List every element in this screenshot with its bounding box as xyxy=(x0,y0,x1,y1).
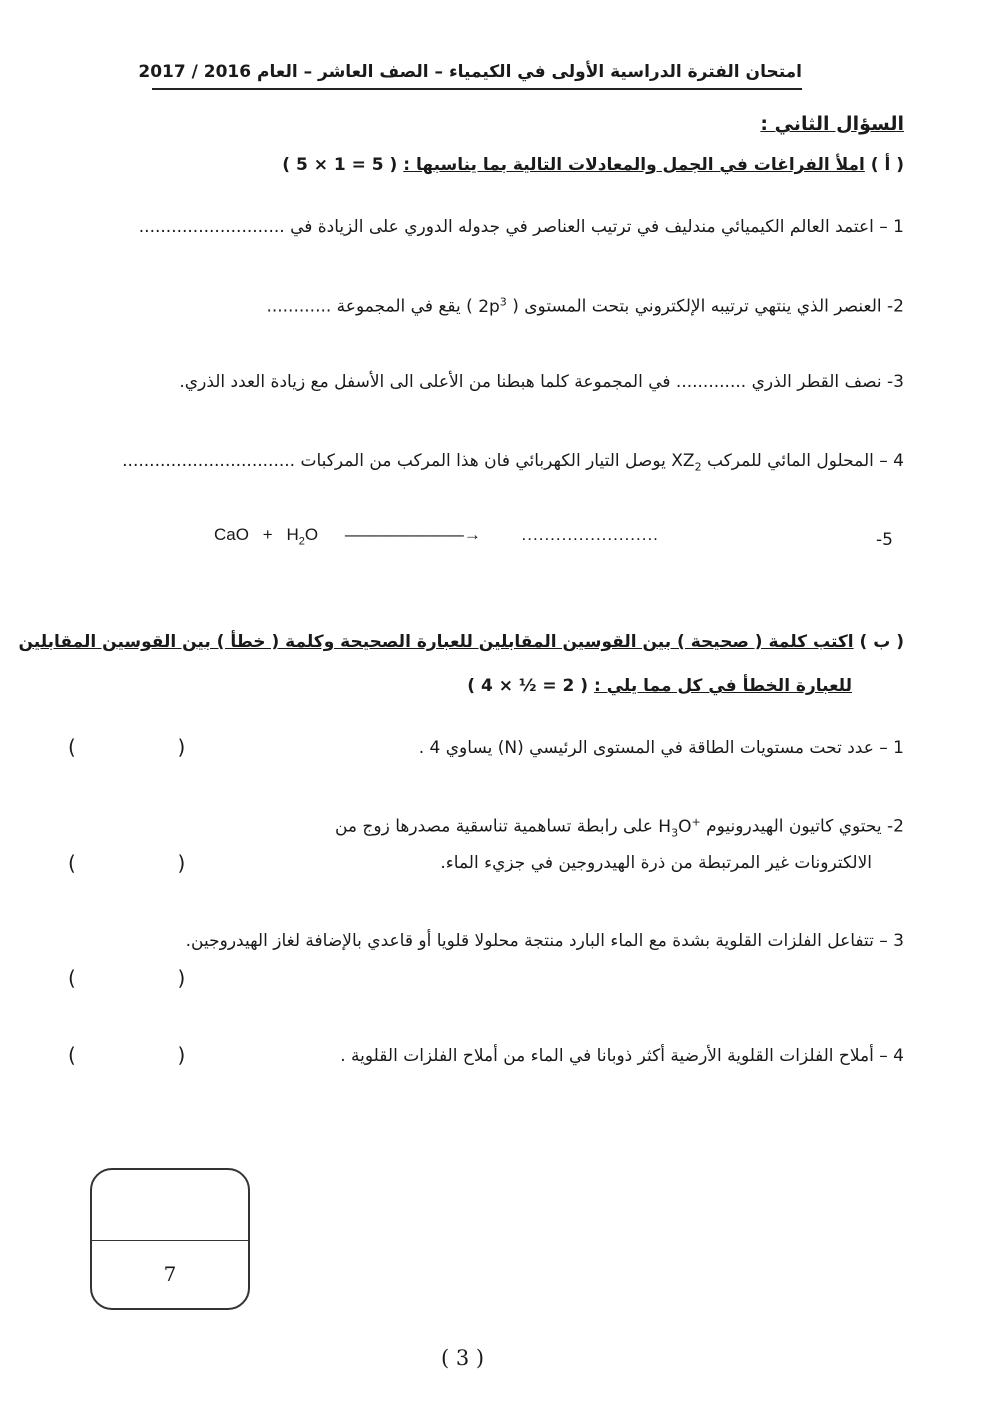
part-a-instruction: املأ الفراغات في الجمل والمعادلات التالية بما يناسبها : xyxy=(403,155,865,175)
part-a-item-4 xyxy=(122,451,904,473)
part-b-item-4 xyxy=(340,1046,904,1066)
item-number: 1 xyxy=(893,738,904,758)
item-text-before: – المحلول المائي للمركب xyxy=(706,451,888,471)
item-number: 3 xyxy=(893,931,904,951)
part-b-label: ( ب ) xyxy=(859,632,904,652)
part-a-item-1 xyxy=(139,217,904,237)
part-b-item-1 xyxy=(419,738,904,758)
answer-paren-3[interactable]: ( ) xyxy=(68,966,186,990)
answer-paren-1[interactable]: ( ) xyxy=(68,735,186,759)
formula-mid: O xyxy=(678,816,692,837)
part-a-item-5-number: -5 xyxy=(876,530,893,550)
part-a-marks: ( 5 × 1 = 5 ) xyxy=(282,155,398,175)
item-number: 2- xyxy=(887,296,904,317)
product-blank: ........................ xyxy=(521,525,659,544)
part-b-heading-line2 xyxy=(467,676,852,696)
score-total: 7 xyxy=(163,1262,177,1286)
item-number: 4 xyxy=(893,451,904,471)
part-b-item-2 xyxy=(335,815,904,839)
score-box xyxy=(90,1168,250,1310)
formula-base: H xyxy=(286,525,299,544)
item-number: 1 xyxy=(893,217,904,237)
formula-subscript: 3 xyxy=(671,826,679,840)
item-text: – أملاح الفلزات القلوية الأرضية أكثر ذوبانا في الماء من أملاح الفلزات القلوية . xyxy=(340,1046,888,1066)
plus-sign: + xyxy=(262,525,273,544)
formula-h3o-plus xyxy=(658,815,701,840)
answer-paren-2[interactable]: ( ) xyxy=(68,851,186,875)
item-number: 2- xyxy=(887,816,904,837)
part-a-heading xyxy=(282,155,904,175)
formula-tail: O xyxy=(304,525,319,544)
reaction-arrow: ———————→ xyxy=(344,525,481,544)
part-a-item-2 xyxy=(266,295,904,317)
part-b-heading-line1 xyxy=(18,632,904,652)
reactant-h2o xyxy=(286,525,319,548)
question-title: السؤال الثاني : xyxy=(760,113,904,135)
answer-paren-4[interactable]: ( ) xyxy=(68,1043,186,1067)
formula-2p3 xyxy=(478,297,507,317)
exam-header: امتحان الفترة الدراسية الأولى في الكيمياء – الصف العاشر – العام 2016 / 2017 xyxy=(138,62,802,82)
item-text: – تتفاعل الفلزات القلوية بشدة مع الماء البارد منتجة محلولا قلويا أو قاعدي بالإضافة لغاز الهيدروجين. xyxy=(185,931,888,951)
formula-base: 2p xyxy=(478,296,500,317)
part-b-instruction-1: اكتب كلمة ( صحيحة ) بين القوسين المقابلين للعبارة الصحيحة وكلمة ( خطأ ) بين القوسين المقابلين xyxy=(18,632,854,652)
item-text-before: العنصر الذي ينتهي ترتيبه الإلكتروني بتحت المستوى ( xyxy=(512,296,882,317)
part-b-item-2-line2: الالكترونات غير المرتبطة من ذرة الهيدروجين في جزيء الماء. xyxy=(440,853,872,873)
item-number: 3- xyxy=(887,372,904,392)
item-text: – اعتمد العالم الكيميائي مندليف في ترتيب العناصر في جدوله الدوري على الزيادة في ........................... xyxy=(138,217,888,237)
score-box-divider xyxy=(92,1240,248,1241)
item-text-after: على رابطة تساهمية تناسقية مصدرها زوج من xyxy=(334,816,653,837)
item-text: نصف القطر الذري ............. في المجموعة كلما هبطنا من الأعلى الى الأسفل مع زيادة العدد الذري. xyxy=(179,372,882,392)
part-b-item-3 xyxy=(186,931,904,951)
part-a-label: ( أ ) xyxy=(870,155,904,175)
formula-superscript: + xyxy=(691,815,701,828)
part-b-instruction-2: للعبارة الخطأ في كل مما يلي : xyxy=(594,676,852,696)
equation xyxy=(214,525,659,547)
part-a-item-3 xyxy=(179,372,904,392)
item-text: – عدد تحت مستويات الطاقة في المستوى الرئيسي (N) يساوي 4 . xyxy=(418,738,888,758)
formula-xz2 xyxy=(671,451,702,474)
formula-base: XZ xyxy=(671,451,695,471)
item-text-after: يوصل التيار الكهربائي فان هذا المركب من المركبات ................................ xyxy=(122,451,666,471)
item-text-after: ) يقع في المجموعة ............ xyxy=(266,296,473,317)
reactant-cao: CaO xyxy=(214,525,249,544)
formula-subscript: 2 xyxy=(694,460,702,474)
part-b-marks: ( 4 × ½ = 2 ) xyxy=(467,676,589,696)
formula-superscript: 3 xyxy=(499,295,507,308)
formula-subscript: 2 xyxy=(298,535,305,548)
formula-base: H xyxy=(658,816,672,837)
item-number: 4 xyxy=(893,1046,904,1066)
item-text-before: يحتوي كاتيون الهيدرونيوم xyxy=(706,816,882,837)
page-number: ( 3 ) xyxy=(441,1346,485,1370)
header-rule xyxy=(152,88,802,90)
